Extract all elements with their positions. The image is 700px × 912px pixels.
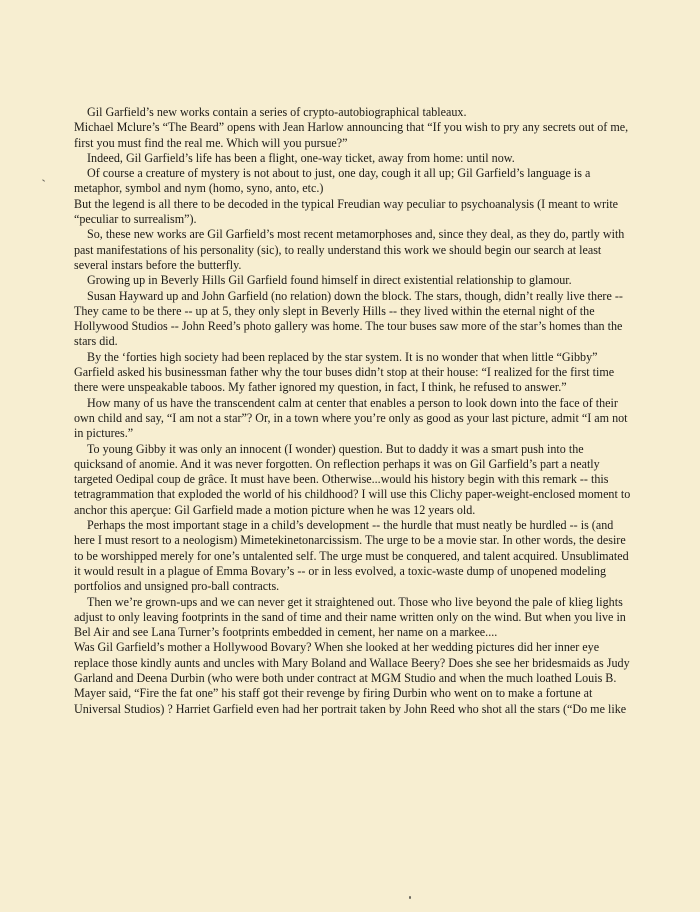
paragraph: Of course a creature of mystery is not about to just, one day, cough it all up; Gil Garfield’s language is a metaphor, symbol and nym (homo, syno, anto, etc.) [74,166,591,196]
paragraph: How many of us have the transcendent calm at center that enables a person to look down into the face of their own child and say, “I am not a star”? Or, in a town where you’re only as good as your last picture, admit “I am not in pictures.” [74,395,628,441]
scan-speck [409,896,411,899]
paragraph: Susan Hayward up and John Garfield (no relation) down the block. The stars, though, didn’t really live there -- They came to be there -- up at 5, they only slept in Beverly Hills -- they lived within the eternal night of the Hollywood Studios -- John Reed’s photo gallery was home. The tour buses saw more of the star’s homes than the stars did. [74,288,623,349]
paragraph: But the legend is all there to be decoded in the typical Freudian way peculiar to psychoanalysis (I meant to write “peculiar to surrealism”). [74,196,619,227]
paragraph: Growing up in Beverly Hills Gil Garfield found himself in direct existential relationship to glamour. [87,273,572,288]
paragraph: Then we’re grown-ups and we can never get it straightened out. Those who live beyond the pale of klieg lights adjust to only leaving footprints in the sand of time and their name written only on the wind. But when you live in Bel Air and see Lana Turner’s footprints embedded in cement, her name on a markee.... [74,594,626,640]
scan-speck [42,179,45,182]
paragraph: Perhaps the most important stage in a child’s development -- the hurdle that must neatly be hurdled -- is (and here I must resort to a neologism) Mimetekinetonarcissism. The urge to be a movie star. In other words, the desire to be worshipped merely for one’s untalented self. The urge must be conquered, and talent acquired. Unsublimated it would result in a plague of Emma Bovary’s -- or in less evolved, a toxic-waste dump of unopened modeling portfolios and unsigned pro-ball contracts. [74,518,629,594]
paragraph: Was Gil Garfield’s mother a Hollywood Bovary? When she looked at her wedding pictures did her inner eye replace those kindly aunts and uncles with Mary Boland and Wallace Beery? Does she see her bridesmaids as Judy Garland and Deena Durbin (who were both under contract at MGM Studio and when the much loathed Louis B. Mayer said, “Fire the fat one” his staff got their revenge by firing Durbin who went on to make a fortune at Universal Studios) ? Harriet Garfield even had her portrait taken by John Reed who shot all the stars (“Do me like [74,640,630,716]
paragraph: So, these new works are Gil Garfield’s most recent metamorphoses and, since they deal, as they do, partly with past manifestations of his personality (sic), to really understand this work we should begin our search at least several instars before the butterfly. [74,227,625,272]
paragraph: Gil Garfield’s new works contain a series of crypto-autobiographical tableaux. [87,105,467,119]
paragraph: By the ‘forties high society had been replaced by the star system. It is no wonder that when little “Gibby” Garfield asked his businessman father why the tour buses didn’t stop at their house: “I realized for the first time there were unspeakable taboos. My father ignored my question, in fact, I think, he refused to answer.” [74,349,615,395]
document-body [74,105,634,717]
paragraph: Indeed, Gil Garfield’s life has been a flight, one-way ticket, away from home: until now. [87,150,515,165]
paragraph: Michael Mclure’s “The Beard” opens with Jean Harlow announcing that “If you wish to pry any secrets out of me, first you must find the real me. Which will you pursue?” [74,120,629,150]
paragraph: To young Gibby it was only an innocent (I wonder) question. But to daddy it was a smart push into the quicksand of anomie. And it was never forgotten. On reflection perhaps it was on Gil Garfield’s part a neatly targeted Oedipal coup de grâce. It must have been. Otherwise...would his history begin with this remark -- this tetragrammation that exploded the world of his childhood? I will use this Clichy paper-weight-enclosed moment to anchor this aperçue: Gil Garfield made a motion picture when he was 12 years old. [74,441,631,517]
